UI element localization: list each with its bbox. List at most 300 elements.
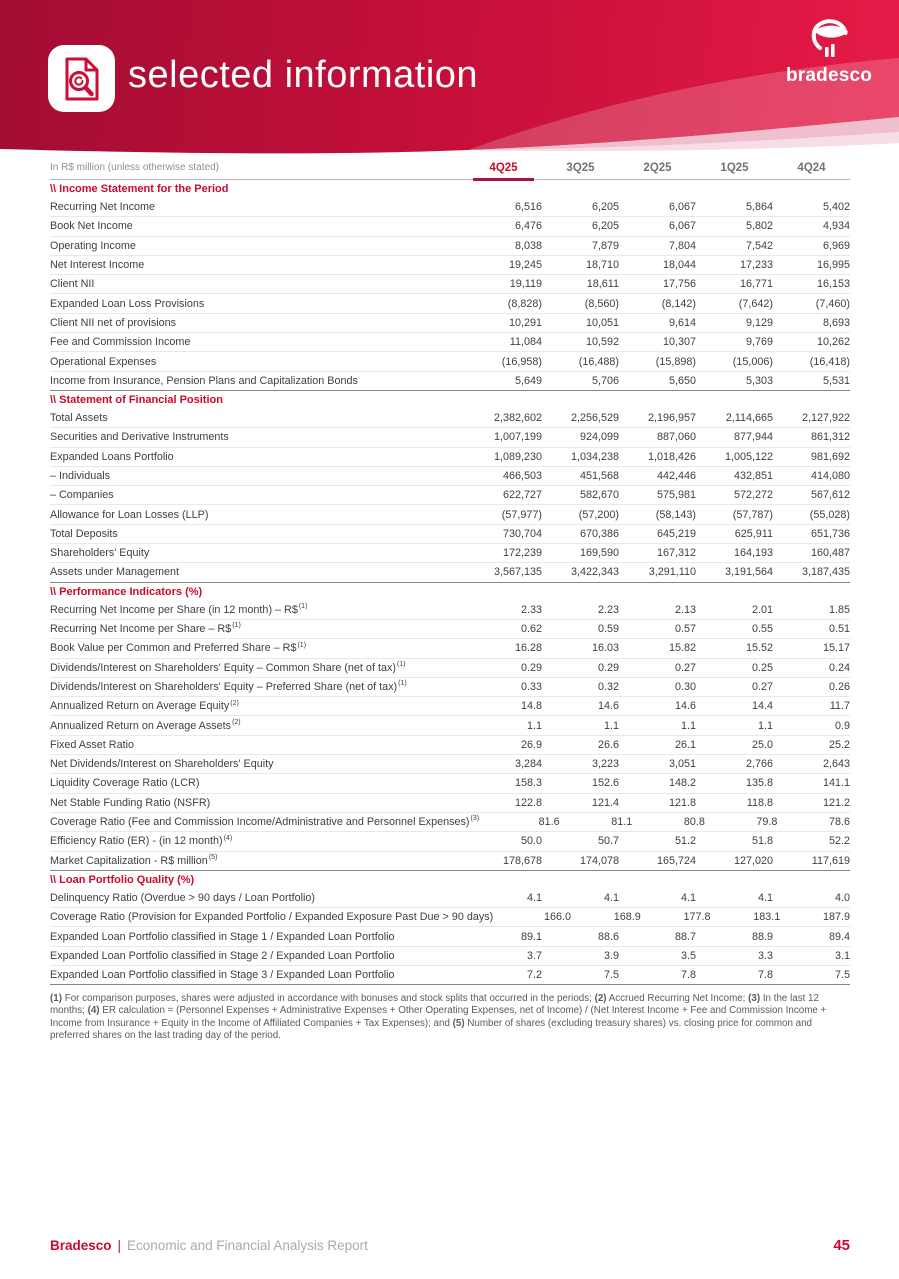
cell-value: (15,006) (732, 355, 773, 368)
cell-value: 89.1 (520, 930, 542, 943)
cell-value: 7,879 (591, 239, 619, 252)
cell-value: 0.9 (834, 719, 850, 732)
cell-value: 25.2 (828, 738, 850, 751)
cell-value: 5,650 (668, 374, 696, 387)
row-label (50, 777, 465, 789)
cell-value: 3,291,110 (648, 566, 696, 579)
row-label (50, 700, 465, 712)
row-label (50, 298, 465, 310)
cell-value: 1,007,199 (493, 431, 542, 444)
cell-value: 9,129 (745, 316, 773, 329)
cell-value: 6,516 (514, 201, 542, 214)
table-row (50, 773, 850, 792)
row-label (50, 375, 465, 387)
cell-value: 80.8 (683, 816, 705, 829)
row-label (50, 470, 465, 482)
row-label (50, 739, 465, 751)
section-title: \\ Performance Indicators (%) (50, 585, 203, 598)
cell-value: 10,262 (816, 336, 850, 349)
row-label (50, 451, 465, 463)
cell-value: 160,487 (810, 547, 850, 560)
footnote-reference: (1) (297, 641, 307, 649)
cell-value: 6,205 (591, 220, 619, 233)
cell-value: 25.0 (751, 738, 773, 751)
cell-value: (16,418) (809, 355, 850, 368)
footnote-marker: (2) (594, 993, 607, 1005)
cell-value: 4,934 (822, 220, 850, 233)
cell-value: (55,028) (809, 508, 850, 521)
row-label (50, 509, 465, 521)
cell-value: 432,851 (733, 470, 773, 482)
cell-value: 135.8 (745, 777, 773, 790)
footnote-reference: (1) (232, 622, 241, 630)
cell-value: 18,611 (586, 278, 619, 291)
column-header-4q25: 4Q25 (465, 162, 542, 174)
row-label (50, 317, 465, 329)
cell-value: 166.0 (543, 911, 571, 924)
cell-value: 6,476 (514, 220, 542, 233)
row-label-text: Client NII net of provisions (50, 316, 177, 329)
cell-value: (16,958) (501, 355, 542, 368)
cell-value: 0.27 (674, 661, 696, 674)
cell-value: 11,084 (509, 336, 542, 349)
cell-value: 1.1 (680, 719, 696, 732)
cell-value: 122.8 (514, 796, 542, 809)
cell-value: 3,422,343 (570, 566, 619, 579)
table-row (50, 926, 850, 945)
cell-value: 10,307 (662, 336, 696, 349)
row-label (50, 950, 465, 962)
footnote-marker: (3) (748, 993, 761, 1005)
row-label-text: Expanded Loan Portfolio classified in Stage 1 / Expanded Loan Portfolio (50, 930, 395, 943)
cell-value: 0.25 (751, 661, 773, 674)
cell-value: 141.1 (822, 777, 850, 790)
cell-value: 981,692 (810, 450, 850, 463)
cell-value: 7.8 (680, 969, 696, 982)
table-row (50, 696, 850, 715)
cell-value: 887,060 (656, 431, 696, 444)
row-label-text: Allowance for Loan Losses (LLP) (50, 508, 209, 521)
cell-value: 3,223 (591, 758, 619, 771)
cell-value: 183.1 (753, 911, 781, 924)
cell-value: 7.8 (757, 969, 773, 982)
cell-value: 158.3 (514, 777, 542, 790)
cell-value: 5,802 (745, 220, 773, 233)
table-row (50, 504, 850, 523)
cell-value: 167,312 (656, 547, 696, 560)
cell-value: 168.9 (613, 911, 641, 924)
cell-value: 2,127,922 (801, 412, 850, 425)
bradesco-logo-mark (805, 14, 853, 64)
cell-value: 6,205 (591, 201, 619, 214)
footer-brand: Bradesco (50, 1238, 112, 1253)
cell-value: 2,114,665 (725, 412, 773, 425)
cell-value: 3.1 (834, 949, 850, 962)
cell-value: 118.8 (746, 796, 773, 809)
footer-left (50, 1238, 368, 1253)
table-header-row (50, 162, 850, 180)
row-label (50, 623, 465, 635)
row-label-text: Expanded Loan Portfolio classified in Stage 2 / Expanded Loan Portfolio (50, 949, 395, 962)
cell-value: 16,153 (816, 278, 850, 291)
cell-value: 16.03 (591, 642, 619, 655)
table-row (50, 351, 850, 370)
table-row (50, 485, 850, 504)
cell-value: 4.0 (834, 891, 850, 904)
table-section (50, 390, 850, 582)
row-label-text: Net Dividends/Interest on Shareholders' Equity (50, 758, 274, 771)
cell-value: 177.8 (683, 911, 711, 924)
cell-value: 8,038 (514, 239, 542, 252)
table-row (50, 427, 850, 446)
row-label-text: Operational Expenses (50, 355, 157, 368)
footnote-reference: (1) (396, 661, 406, 669)
table-row (50, 371, 850, 390)
row-label-text: Coverage Ratio (Fee and Commission Income/Administrative and Personnel Expenses) (50, 816, 470, 829)
cell-value: 3.9 (603, 949, 619, 962)
row-label-text: Fee and Commission Income (50, 336, 191, 349)
row-label (50, 220, 465, 232)
cell-value: 81.6 (538, 816, 560, 829)
footnote-reference: (2) (232, 718, 241, 726)
cell-value: 1,018,426 (647, 450, 696, 463)
cell-value: 14.6 (597, 700, 619, 713)
cell-value: 121.2 (822, 796, 850, 809)
cell-value: 466,503 (502, 470, 542, 482)
cell-value: 0.29 (597, 661, 619, 674)
cell-value: 2,256,529 (570, 412, 619, 425)
row-label (50, 259, 465, 271)
row-label (50, 201, 465, 213)
footer-separator: | (117, 1238, 122, 1253)
cell-value: 2,643 (822, 758, 850, 771)
cell-value: 121.8 (668, 796, 696, 809)
row-label-text: – Individuals (50, 470, 111, 482)
cell-value: 3,187,435 (801, 566, 850, 579)
row-label-text: Book Value per Common and Preferred Share – R$ (50, 642, 297, 655)
cell-value: 3,284 (514, 758, 542, 771)
cell-value: 5,303 (745, 374, 773, 387)
footnote-reference: (1) (398, 680, 407, 688)
cell-value: (7,460) (815, 297, 850, 310)
row-label (50, 547, 465, 559)
table-row (50, 831, 850, 850)
cell-value: 2.13 (674, 603, 696, 616)
cell-value: 172,239 (502, 547, 542, 560)
table-section (50, 180, 850, 390)
cell-value: 152.6 (591, 777, 619, 790)
cell-value: 572,272 (733, 489, 773, 502)
row-label (50, 336, 465, 348)
cell-value: 730,704 (502, 527, 542, 540)
row-label-text: Net Interest Income (50, 259, 145, 272)
cell-value: 26.6 (597, 738, 619, 751)
row-label (50, 662, 465, 674)
row-label-text: Assets under Management (50, 566, 180, 579)
table-row (50, 562, 850, 581)
table-row (50, 638, 850, 657)
row-label (50, 931, 465, 943)
cell-value: 9,614 (668, 316, 696, 329)
cell-value: 15.82 (668, 642, 696, 655)
row-label (50, 835, 465, 847)
row-label-text: Expanded Loan Loss Provisions (50, 297, 205, 310)
row-label-text: Fixed Asset Ratio (50, 738, 135, 751)
bradesco-logo (786, 14, 872, 85)
row-label-text: Client NII (50, 278, 95, 291)
cell-value: 165,724 (656, 854, 696, 867)
table-row (50, 754, 850, 773)
cell-value: 2,196,957 (647, 412, 696, 425)
cell-value: 0.27 (751, 680, 773, 693)
column-header-3q25: 3Q25 (566, 162, 595, 174)
row-label-text: Annualized Return on Average Equity (50, 700, 230, 713)
table-row (50, 293, 850, 312)
footnote-marker: (4) (87, 1005, 100, 1017)
table-row (50, 466, 850, 485)
row-label-text: Expanded Loan Portfolio classified in Stage 3 / Expanded Loan Portfolio (50, 969, 395, 982)
cell-value: 187.9 (822, 911, 850, 924)
cell-value: 3.5 (680, 949, 696, 962)
cell-value: 50.7 (597, 835, 619, 848)
row-label (50, 892, 465, 904)
cell-value: 81.1 (611, 816, 633, 829)
table-row (50, 524, 850, 543)
section-title: \\ Income Statement for the Period (50, 183, 229, 195)
cell-value: 2.23 (597, 603, 619, 616)
cell-value: 2,766 (745, 758, 773, 771)
row-label-text: Dividends/Interest on Shareholders' Equity – Preferred Share (net of tax) (50, 680, 398, 693)
table-row (50, 735, 850, 754)
table-row (50, 907, 850, 926)
table-section (50, 582, 850, 870)
row-label (50, 797, 465, 809)
cell-value: 1.1 (526, 719, 542, 732)
row-label (50, 816, 487, 828)
row-label (50, 604, 465, 616)
page-footer (50, 1237, 850, 1254)
cell-value: 414,080 (810, 470, 850, 482)
table-row (50, 447, 850, 466)
row-label-text: Efficiency Ratio (ER) - (in 12 month) (50, 835, 223, 848)
row-label (50, 681, 465, 693)
row-label (50, 855, 465, 867)
row-label-text: Operating Income (50, 239, 136, 252)
table-row (50, 812, 850, 831)
cell-value: 16.28 (514, 642, 542, 655)
cell-value: 7.5 (834, 969, 850, 982)
cell-value: 148.2 (668, 777, 696, 790)
cell-value: 174,078 (579, 854, 619, 867)
cell-value: 19,119 (509, 278, 542, 291)
cell-value: 17,233 (739, 259, 773, 272)
column-header-2q25: 2Q25 (643, 162, 672, 174)
table-row (50, 543, 850, 562)
cell-value: 0.32 (597, 680, 619, 693)
row-label-text: Liquidity Coverage Ratio (LCR) (50, 777, 200, 790)
footnotes (50, 993, 850, 1042)
row-label (50, 720, 465, 732)
cell-value: 1,034,238 (570, 450, 619, 463)
cell-value: 7,542 (745, 239, 773, 252)
unit-note: In R$ million (unless otherwise stated) (50, 162, 219, 173)
table-row (50, 409, 850, 427)
cell-value: 1,005,122 (724, 450, 773, 463)
footnote-text: In the last 12 months; (50, 993, 819, 1017)
cell-value: 651,736 (810, 527, 850, 540)
footnote-text: Number of shares (excluding treasury shares) vs. closing price for common and preferred shares on the last trading day of the period. (50, 1017, 812, 1041)
cell-value: (57,787) (732, 508, 773, 521)
column-header-4q24: 4Q24 (797, 162, 826, 174)
table-row (50, 946, 850, 965)
cell-value: 51.8 (751, 835, 773, 848)
row-label-text: Annualized Return on Average Assets (50, 719, 232, 732)
cell-value: 5,864 (745, 201, 773, 214)
row-label-text: – Companies (50, 489, 114, 502)
table-row (50, 236, 850, 255)
cell-value: 2.33 (520, 603, 542, 616)
row-label (50, 278, 465, 290)
cell-value: 7.2 (526, 969, 542, 982)
cell-value: (8,560) (584, 297, 619, 310)
table-row (50, 332, 850, 351)
cell-value: 442,446 (656, 470, 696, 482)
row-label-text: Income from Insurance, Pension Plans and Capitalization Bonds (50, 374, 358, 387)
cell-value: 121.4 (591, 796, 619, 809)
row-label (50, 528, 465, 540)
cell-value: 5,706 (591, 374, 619, 387)
footer-report-title: Economic and Financial Analysis Report (127, 1238, 368, 1253)
cell-value: 0.62 (520, 623, 542, 636)
cell-value: 3,051 (668, 758, 696, 771)
cell-value: 14.4 (751, 700, 773, 713)
row-label (50, 489, 465, 501)
row-label (50, 566, 465, 578)
footnote-reference: (3) (470, 815, 480, 823)
cell-value: 50.0 (520, 835, 542, 848)
cell-value: 8,693 (822, 316, 850, 329)
cell-value: 89.4 (828, 930, 850, 943)
cell-value: 3.3 (757, 949, 773, 962)
cell-value: 16,995 (816, 259, 850, 272)
cell-value: 575,981 (656, 489, 696, 502)
column-header-1q25: 1Q25 (720, 162, 749, 174)
cell-value: 17,756 (662, 278, 696, 291)
row-label-text: Recurring Net Income per Share (in 12 month) – R$ (50, 603, 298, 616)
cell-value: (57,200) (578, 508, 619, 521)
cell-value: 451,568 (579, 470, 619, 482)
footnote-marker: (1) (50, 993, 62, 1005)
cell-value: 52.2 (828, 835, 850, 848)
cell-value: 10,592 (585, 336, 619, 349)
row-label-text: Market Capitalization - R$ million (50, 854, 208, 867)
row-label-text: Delinquency Ratio (Overdue > 90 days / Loan Portfolio) (50, 891, 315, 904)
cell-value: 127,020 (733, 854, 773, 867)
cell-value: 1.85 (828, 603, 850, 616)
cell-value: 3,191,564 (724, 566, 773, 579)
cell-value: 14.6 (674, 700, 696, 713)
cell-value: 1,089,230 (493, 450, 542, 463)
row-label (50, 240, 465, 252)
cell-value: 567,612 (810, 489, 850, 502)
table-row (50, 619, 850, 638)
row-label-text: Securities and Derivative Instruments (50, 431, 229, 444)
cell-value: 0.24 (828, 661, 850, 674)
cell-value: 26.9 (520, 738, 542, 751)
cell-value: 582,670 (579, 489, 619, 502)
table-body (50, 180, 850, 985)
selected-information-icon (48, 45, 115, 112)
cell-value: 0.30 (674, 680, 696, 693)
cell-value: 51.2 (674, 835, 696, 848)
period-column-headers (465, 162, 850, 174)
cell-value: 7.5 (603, 969, 619, 982)
page-title: selected information (128, 54, 479, 96)
cell-value: 88.6 (597, 930, 619, 943)
table-row (50, 851, 850, 870)
table-row (50, 216, 850, 235)
footnote-text: Accrued Recurring Net Income; (606, 993, 749, 1005)
cell-value: 5,402 (822, 201, 850, 214)
cell-value: 19,245 (508, 259, 542, 272)
cell-value: (7,642) (738, 297, 773, 310)
cell-value: 4.1 (526, 891, 542, 904)
section-title: \\ Statement of Financial Position (50, 393, 223, 406)
cell-value: 4.1 (680, 891, 696, 904)
cell-value: 877,944 (733, 431, 773, 444)
cell-value: (8,828) (507, 297, 542, 310)
cell-value: 2,382,602 (493, 412, 542, 425)
footnote-reference: (5) (208, 854, 218, 862)
cell-value: 26.1 (674, 738, 696, 751)
cell-value: (57,977) (501, 508, 542, 521)
cell-value: 1.1 (757, 719, 773, 732)
cell-value: 1.1 (603, 719, 619, 732)
cell-value: 117,619 (811, 854, 850, 867)
row-label-text: Coverage Ratio (Provision for Expanded Portfolio / Expanded Exposure Past Due > 90 days) (50, 911, 494, 924)
cell-value: 5,531 (822, 374, 850, 387)
page-banner (0, 0, 899, 155)
cell-value: 9,769 (745, 336, 773, 349)
row-label-text: Shareholders' Equity (50, 547, 150, 560)
footnote-reference: (2) (230, 699, 239, 707)
cell-value: 2.01 (751, 603, 773, 616)
cell-value: 18,044 (662, 259, 696, 272)
cell-value: (16,488) (578, 355, 619, 368)
table-row (50, 274, 850, 293)
cell-value: 670,386 (579, 527, 619, 540)
row-label (50, 431, 465, 443)
cell-value: 164,193 (733, 547, 773, 560)
cell-value: 6,067 (668, 201, 696, 214)
table-row (50, 889, 850, 907)
cell-value: 16,771 (739, 278, 773, 291)
cell-value: 6,969 (822, 239, 850, 252)
cell-value: 924,099 (579, 431, 619, 444)
row-label (50, 412, 465, 424)
cell-value: 6,067 (668, 220, 696, 233)
cell-value: 3,567,135 (493, 566, 542, 579)
table-row (50, 255, 850, 274)
cell-value: 625,911 (734, 527, 773, 540)
footnote-reference: (4) (223, 834, 233, 842)
footnote-reference: (1) (298, 603, 308, 611)
cell-value: 11.7 (829, 700, 850, 713)
cell-value: (15,898) (655, 355, 696, 368)
page-number: 45 (833, 1237, 850, 1254)
cell-value: 0.29 (520, 661, 542, 674)
footnote-text: ER calculation = (Personnel Expenses + Administrative Expenses + Other Operating Expenses, net of Income) / (Net Interest Income + Fee and Commission Income + Income from Insurance + Equity in the Income of Affiliated Companies + Tax Expenses); and (50, 1005, 827, 1029)
